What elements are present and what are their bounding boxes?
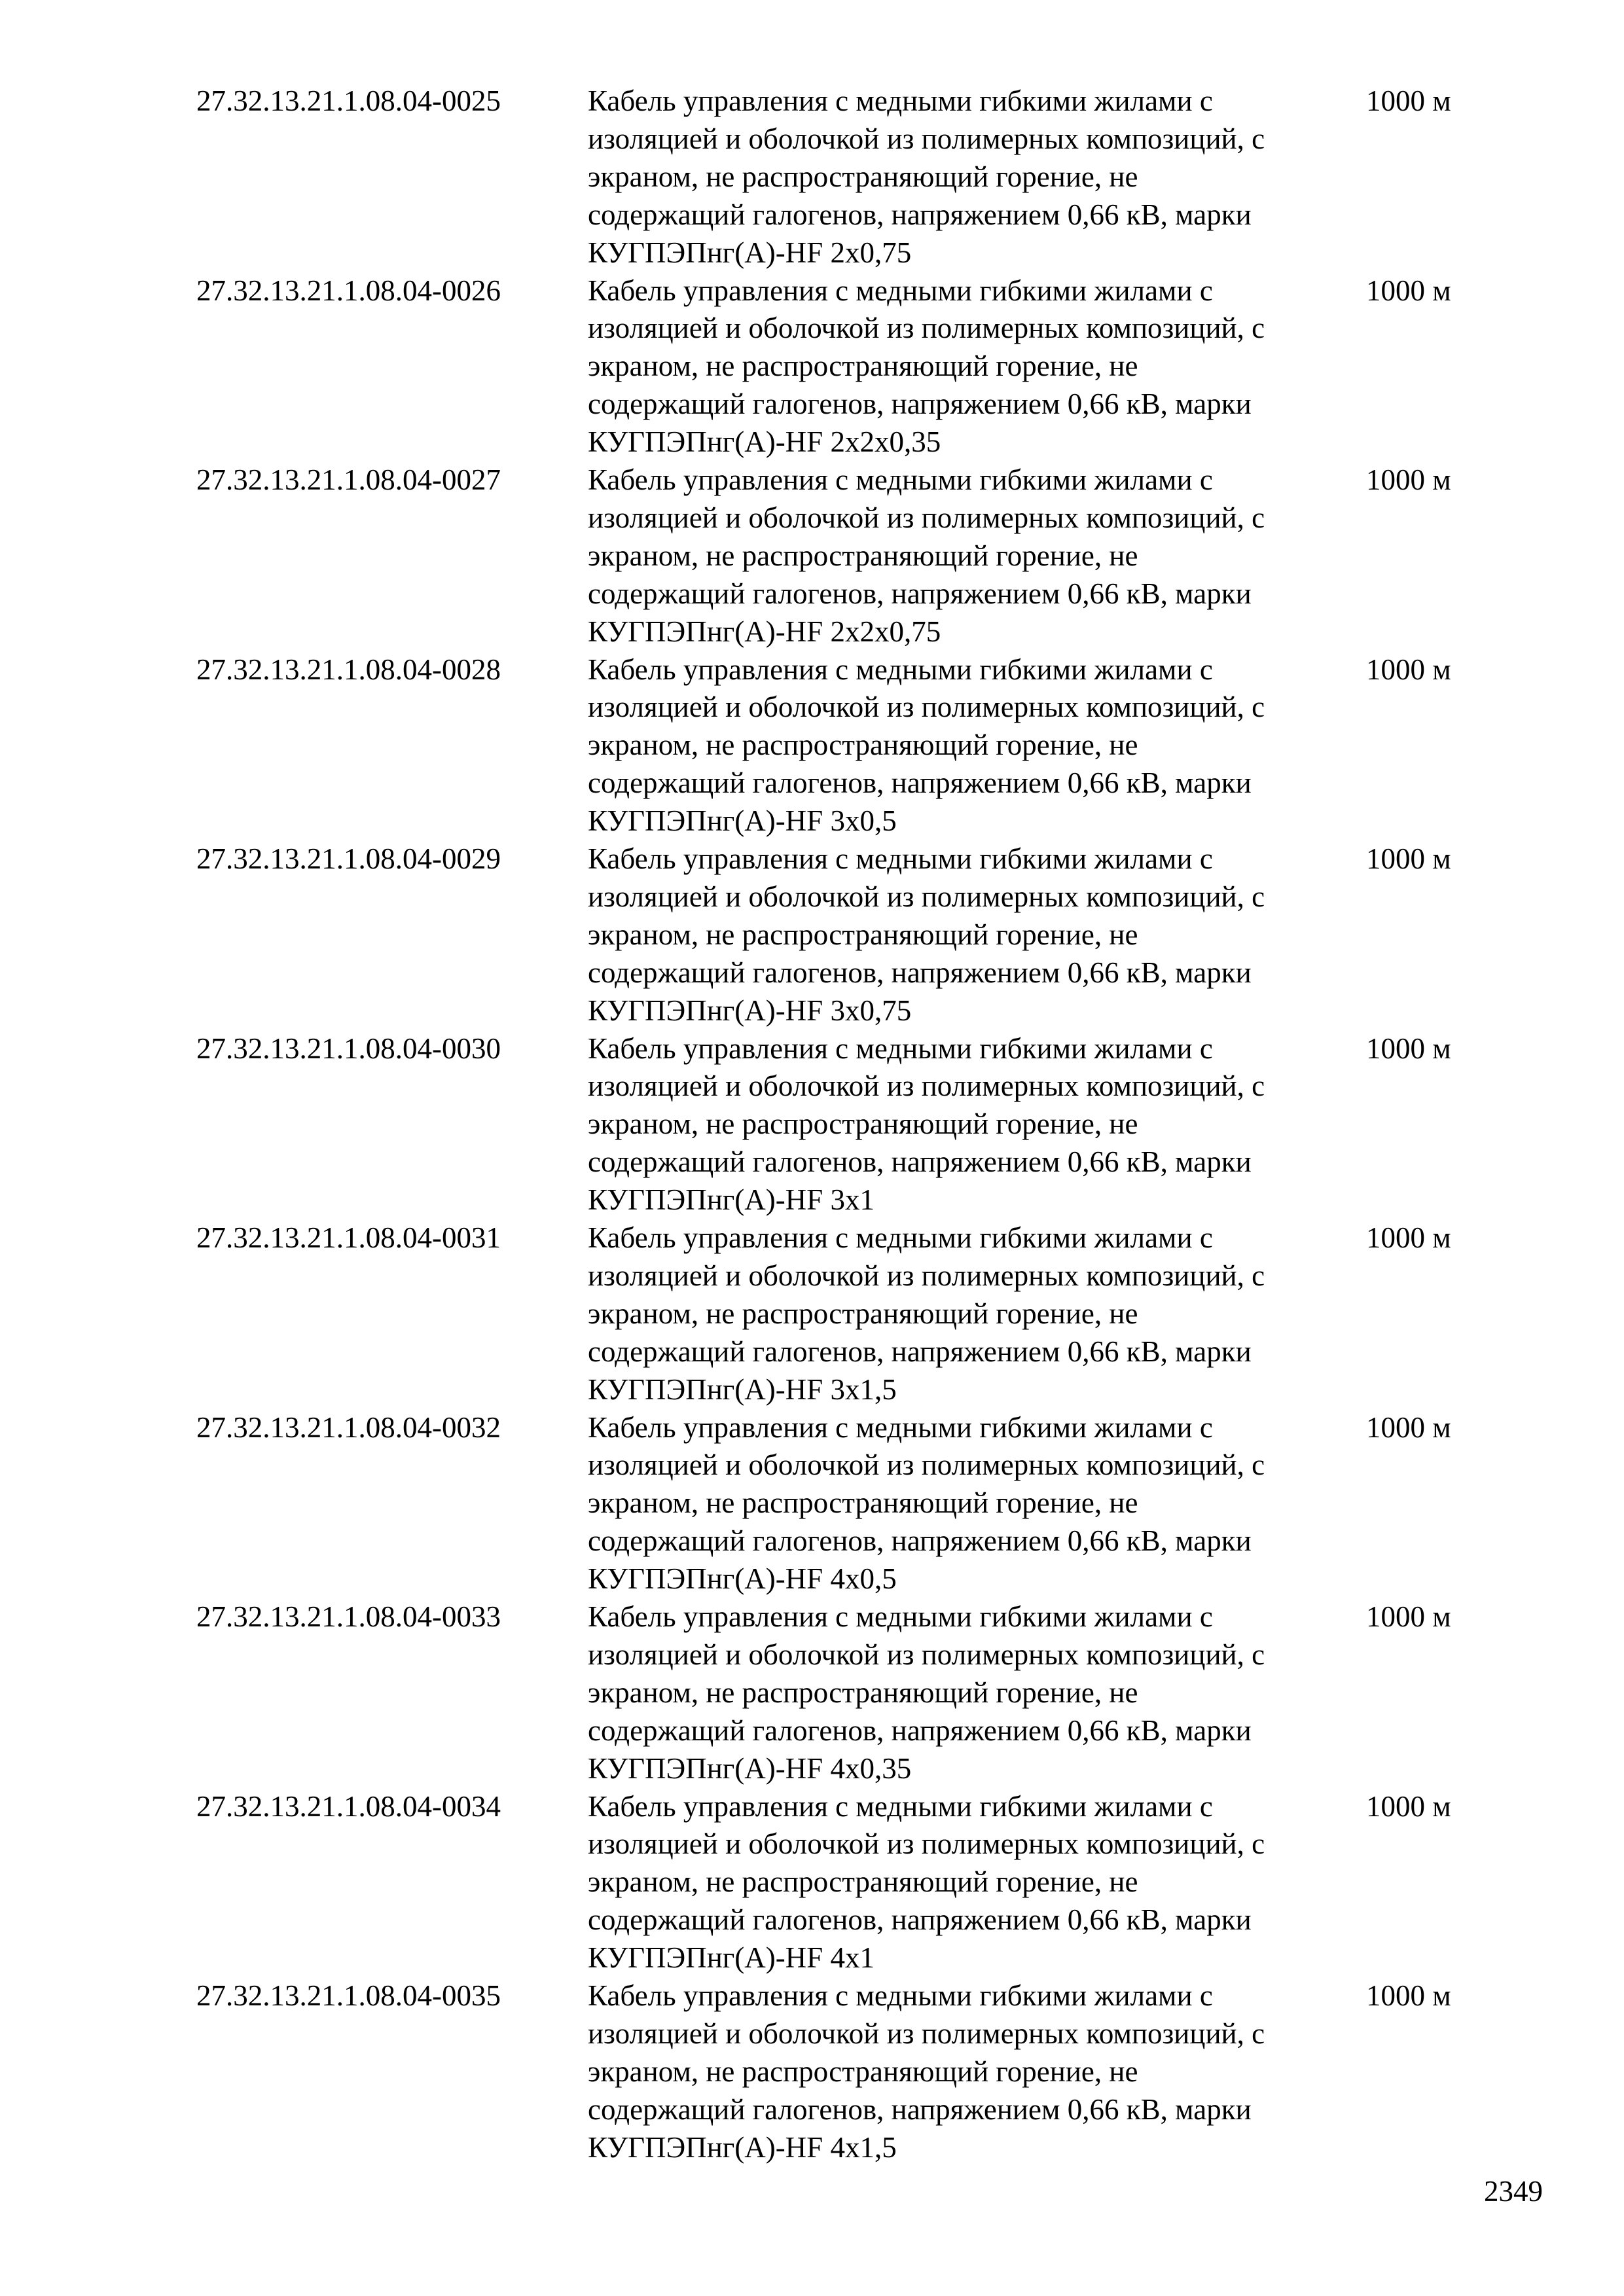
unit-of-measure: 1000 м — [1366, 274, 1451, 307]
page-number: 2349 — [1484, 2175, 1543, 2208]
resource-description — [588, 1788, 1360, 1978]
catalog-entry — [0, 651, 1624, 841]
description-line: КУГПЭПнг(А)-HF 3х0,75 — [588, 994, 912, 1027]
description-line: изоляцией и оболочкой из полимерных композиций, с — [588, 1827, 1265, 1861]
description-line: экраном, не распространяющий горение, не — [588, 1676, 1138, 1709]
description-line: КУГПЭПнг(А)-HF 4х0,5 — [588, 1562, 897, 1596]
resource-description — [588, 461, 1360, 651]
resource-code: 27.32.13.21.1.08.04-0027 — [196, 463, 501, 496]
description-line: экраном, не распространяющий горение, не — [588, 1865, 1138, 1899]
resource-code: 27.32.13.21.1.08.04-0029 — [196, 842, 501, 875]
description-line: Кабель управления с медными гибкими жилами с — [588, 842, 1213, 875]
resource-description — [588, 1219, 1360, 1409]
catalog-entry — [0, 1219, 1624, 1409]
description-line: экраном, не распространяющий горение, не — [588, 2054, 1138, 2088]
resource-code: 27.32.13.21.1.08.04-0034 — [196, 1789, 501, 1823]
description-line: изоляцией и оболочкой из полимерных композиций, с — [588, 122, 1265, 155]
description-line: изоляцией и оболочкой из полимерных композиций, с — [588, 1638, 1265, 1671]
description-line: изоляцией и оболочкой из полимерных композиций, с — [588, 1448, 1265, 1482]
resource-code: 27.32.13.21.1.08.04-0031 — [196, 1221, 501, 1254]
description-line: содержащий галогенов, напряжением 0,66 кВ, марки — [588, 1524, 1252, 1558]
description-line: Кабель управления с медными гибкими жилами с — [588, 463, 1213, 496]
description-line: содержащий галогенов, напряжением 0,66 кВ, марки — [588, 198, 1252, 231]
description-line: КУГПЭПнг(А)-HF 4х0,35 — [588, 1751, 912, 1785]
unit-of-measure: 1000 м — [1366, 463, 1451, 496]
description-line: экраном, не распространяющий горение, не — [588, 350, 1138, 383]
resource-description — [588, 1409, 1360, 1599]
resource-code: 27.32.13.21.1.08.04-0033 — [196, 1600, 501, 1633]
description-line: экраном, не распространяющий горение, не — [588, 1297, 1138, 1330]
catalog-entry — [0, 82, 1624, 272]
unit-of-measure: 1000 м — [1366, 1410, 1451, 1444]
description-line: изоляцией и оболочкой из полимерных композиций, с — [588, 1259, 1265, 1292]
unit-of-measure: 1000 м — [1366, 1979, 1451, 2012]
description-line: экраном, не распространяющий горение, не — [588, 160, 1138, 193]
description-line: Кабель управления с медными гибкими жилами с — [588, 653, 1213, 686]
description-line: содержащий галогенов, напряжением 0,66 кВ, марки — [588, 1903, 1252, 1937]
resource-description — [588, 651, 1360, 841]
description-line: Кабель управления с медными гибкими жилами с — [588, 1031, 1213, 1065]
unit-of-measure: 1000 м — [1366, 842, 1451, 875]
description-line: изоляцией и оболочкой из полимерных композиций, с — [588, 501, 1265, 534]
resource-description — [588, 1030, 1360, 1220]
description-line: Кабель управления с медными гибкими жилами с — [588, 1410, 1213, 1444]
resource-description — [588, 1977, 1360, 2167]
resource-code: 27.32.13.21.1.08.04-0035 — [196, 1979, 501, 2012]
description-line: КУГПЭПнг(А)-HF 3х1,5 — [588, 1372, 897, 1406]
description-line: экраном, не распространяющий горение, не — [588, 1486, 1138, 1520]
description-line: КУГПЭПнг(А)-HF 4х1 — [588, 1941, 875, 1975]
description-line: экраном, не распространяющий горение, не — [588, 1107, 1138, 1141]
description-line: КУГПЭПнг(А)-HF 2х2х0,75 — [588, 615, 941, 648]
unit-of-measure: 1000 м — [1366, 653, 1451, 686]
resource-code: 27.32.13.21.1.08.04-0028 — [196, 653, 501, 686]
description-line: Кабель управления с медными гибкими жилами с — [588, 1221, 1213, 1254]
resource-description — [588, 840, 1360, 1030]
description-line: изоляцией и оболочкой из полимерных композиций, с — [588, 2017, 1265, 2050]
resource-code: 27.32.13.21.1.08.04-0032 — [196, 1410, 501, 1444]
description-line: экраном, не распространяющий горение, не — [588, 539, 1138, 572]
description-line: Кабель управления с медными гибкими жилами с — [588, 1600, 1213, 1633]
resource-code: 27.32.13.21.1.08.04-0025 — [196, 84, 501, 117]
description-line: содержащий галогенов, напряжением 0,66 кВ, марки — [588, 1145, 1252, 1179]
catalog-entry — [0, 1030, 1624, 1220]
description-line: изоляцией и оболочкой из полимерных композиций, с — [588, 312, 1265, 345]
description-line: содержащий галогенов, напряжением 0,66 кВ, марки — [588, 577, 1252, 610]
unit-of-measure: 1000 м — [1366, 1031, 1451, 1065]
description-line: содержащий галогенов, напряжением 0,66 кВ, марки — [588, 2092, 1252, 2126]
description-line: Кабель управления с медными гибкими жилами с — [588, 84, 1213, 117]
description-line: содержащий галогенов, напряжением 0,66 кВ, марки — [588, 387, 1252, 421]
resource-description — [588, 272, 1360, 462]
resource-code: 27.32.13.21.1.08.04-0030 — [196, 1031, 501, 1065]
resource-description — [588, 1598, 1360, 1788]
description-line: Кабель управления с медными гибкими жилами с — [588, 274, 1213, 307]
unit-of-measure: 1000 м — [1366, 1221, 1451, 1254]
unit-of-measure: 1000 м — [1366, 1789, 1451, 1823]
description-line: изоляцией и оболочкой из полимерных композиций, с — [588, 691, 1265, 724]
resource-description — [588, 82, 1360, 272]
description-line: КУГПЭПнг(А)-HF 4х1,5 — [588, 2130, 897, 2164]
description-line: изоляцией и оболочкой из полимерных композиций, с — [588, 880, 1265, 913]
unit-of-measure: 1000 м — [1366, 1600, 1451, 1633]
catalog-entry — [0, 1409, 1624, 1599]
catalog-entry — [0, 1788, 1624, 1978]
catalog-entry — [0, 840, 1624, 1030]
description-line: содержащий галогенов, напряжением 0,66 кВ, марки — [588, 766, 1252, 800]
description-line: содержащий галогенов, напряжением 0,66 кВ, марки — [588, 1335, 1252, 1368]
catalog-entry — [0, 461, 1624, 651]
description-line: КУГПЭПнг(А)-HF 2х2х0,35 — [588, 425, 941, 459]
description-line: КУГПЭПнг(А)-HF 3х0,5 — [588, 804, 897, 838]
catalog-entry — [0, 272, 1624, 462]
catalog-entry — [0, 1977, 1624, 2167]
description-line: Кабель управления с медными гибкими жилами с — [588, 1979, 1213, 2012]
catalog-table — [0, 82, 1624, 2167]
description-line: экраном, не распространяющий горение, не — [588, 728, 1138, 762]
description-line: содержащий галогенов, напряжением 0,66 кВ, марки — [588, 956, 1252, 989]
description-line: экраном, не распространяющий горение, не — [588, 918, 1138, 951]
unit-of-measure: 1000 м — [1366, 84, 1451, 117]
resource-code: 27.32.13.21.1.08.04-0026 — [196, 274, 501, 307]
description-line: КУГПЭПнг(А)-HF 2х0,75 — [588, 236, 912, 269]
description-line: КУГПЭПнг(А)-HF 3х1 — [588, 1183, 875, 1217]
description-line: содержащий галогенов, напряжением 0,66 кВ, марки — [588, 1713, 1252, 1747]
description-line: изоляцией и оболочкой из полимерных композиций, с — [588, 1069, 1265, 1103]
description-line: Кабель управления с медными гибкими жилами с — [588, 1789, 1213, 1823]
catalog-entry — [0, 1598, 1624, 1788]
